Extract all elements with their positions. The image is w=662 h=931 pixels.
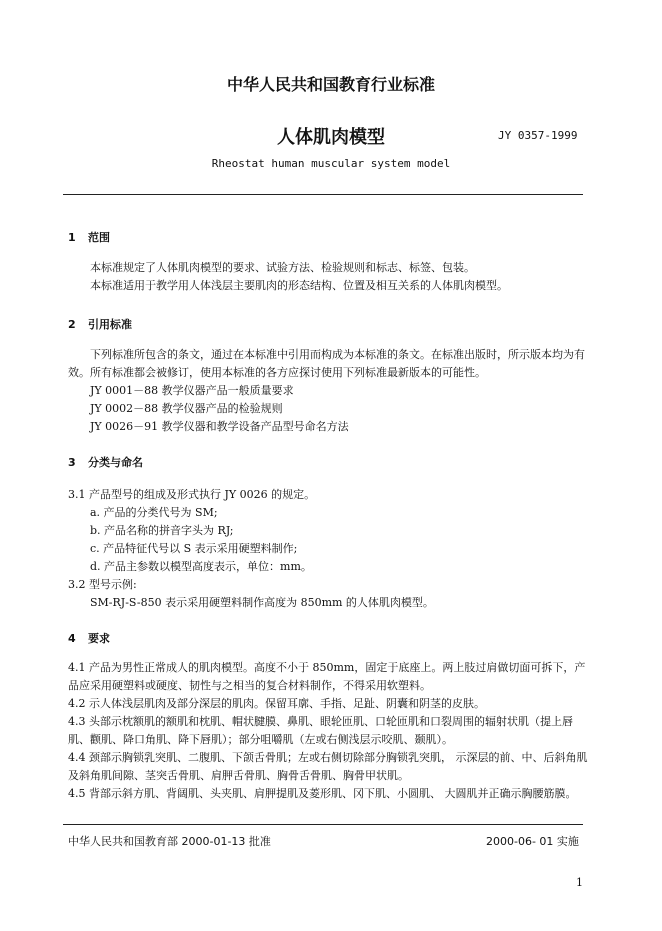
footer-rule: [63, 824, 583, 825]
section-3-heading: 3 分类与命名: [68, 456, 143, 469]
section-1-para-2: 本标准适用于教学用人体浅层主要肌肉的形态结构、位置及相互关系的人体肌肉模型。: [90, 279, 508, 292]
header-rule: [63, 194, 583, 195]
clause-4-1: 4.1 产品为男性正常成人的肌肉模型。高度不小于 850mm，固定于底座上。两上肢过肩做切面可拆下，产品应采用硬塑料或硬度、韧性与之相当的复合材料制作，不得采用软塑料。: [68, 661, 586, 692]
list-item: d. 产品主参数以模型高度表示，单位：mm。: [90, 560, 312, 573]
standard-org: 中华人民共和国教育行业标准: [226, 75, 435, 94]
model-example: SM-RJ-S-850 表示采用硬塑料制作高度为 850mm 的人体肌肉模型。: [90, 596, 434, 609]
clause-4-2: 4.2 示人体浅层肌肉及部分深层的肌肉。保留耳廓、手指、足趾、阴囊和阴茎的皮肤。: [68, 697, 485, 710]
clause-3-1: 3.1 产品型号的组成及形式执行 JY 0026 的规定。: [68, 488, 316, 501]
reference-item: JY 0002－88 教学仪器产品的检验规则: [90, 402, 283, 415]
clause-4-3: 4.3 头部示枕额肌的额肌和枕肌、帽状腱膜、鼻肌、眼轮匝肌、口轮匝肌和口裂周围的辐射状肌（提上唇肌、颧肌、降口角肌、降下唇肌）；部分咀嚼肌（左或右侧浅层示咬肌、颞肌）。: [68, 715, 573, 746]
english-title: Rheostat human muscular system model: [211, 157, 451, 170]
standard-code: JY 0357-1999: [498, 129, 578, 142]
issuer-approval: 中华人民共和国教育部 2000-01-13 批准: [68, 835, 271, 848]
section-1-heading: 1 范围: [68, 231, 110, 244]
list-item: a. 产品的分类代号为 SM;: [90, 506, 218, 519]
section-2-heading: 2 引用标准: [68, 318, 132, 331]
list-item: b. 产品名称的拼音字头为 RJ;: [90, 524, 234, 537]
clause-4-5: 4.5 背部示斜方肌、背阔肌、头夹肌、肩胛提肌及菱形肌、冈下肌、小圆肌、 大圆肌并正确示胸腰筋膜。: [68, 787, 577, 800]
reference-item: JY 0026－91 教学仪器和教学设备产品型号命名方法: [90, 420, 349, 433]
reference-item: JY 0001－88 教学仪器产品一般质量要求: [90, 384, 294, 397]
section-1-para-1: 本标准规定了人体肌肉模型的要求、试验方法、检验规则和标志、标签、包装。: [90, 261, 475, 274]
section-2-para: 下列标准所包含的条文，通过在本标准中引用而构成为本标准的条文。在标准出版时，所示版本均为有效。所有标准都会被修订，使用本标准的各方应探讨使用下列标准最新版本的可能性。: [68, 348, 585, 379]
document-title: 人体肌肉模型: [277, 127, 385, 148]
list-item: c. 产品特征代号以 S 表示采用硬塑料制作;: [90, 542, 298, 555]
section-4-heading: 4 要求: [68, 632, 110, 645]
clause-4-4: 4.4 颈部示胸锁乳突肌、二腹肌、下颌舌骨肌；左或右侧切除部分胸锁乳突肌， 示深层的前、中、后斜角肌及斜角肌间隙、茎突舌骨肌、肩胛舌骨肌、胸骨舌骨肌、胸骨甲状肌。: [68, 751, 588, 782]
clause-3-2: 3.2 型号示例:: [68, 578, 137, 591]
effective-date: 2000-06- 01 实施: [486, 835, 579, 848]
page-number: 1: [576, 876, 583, 889]
